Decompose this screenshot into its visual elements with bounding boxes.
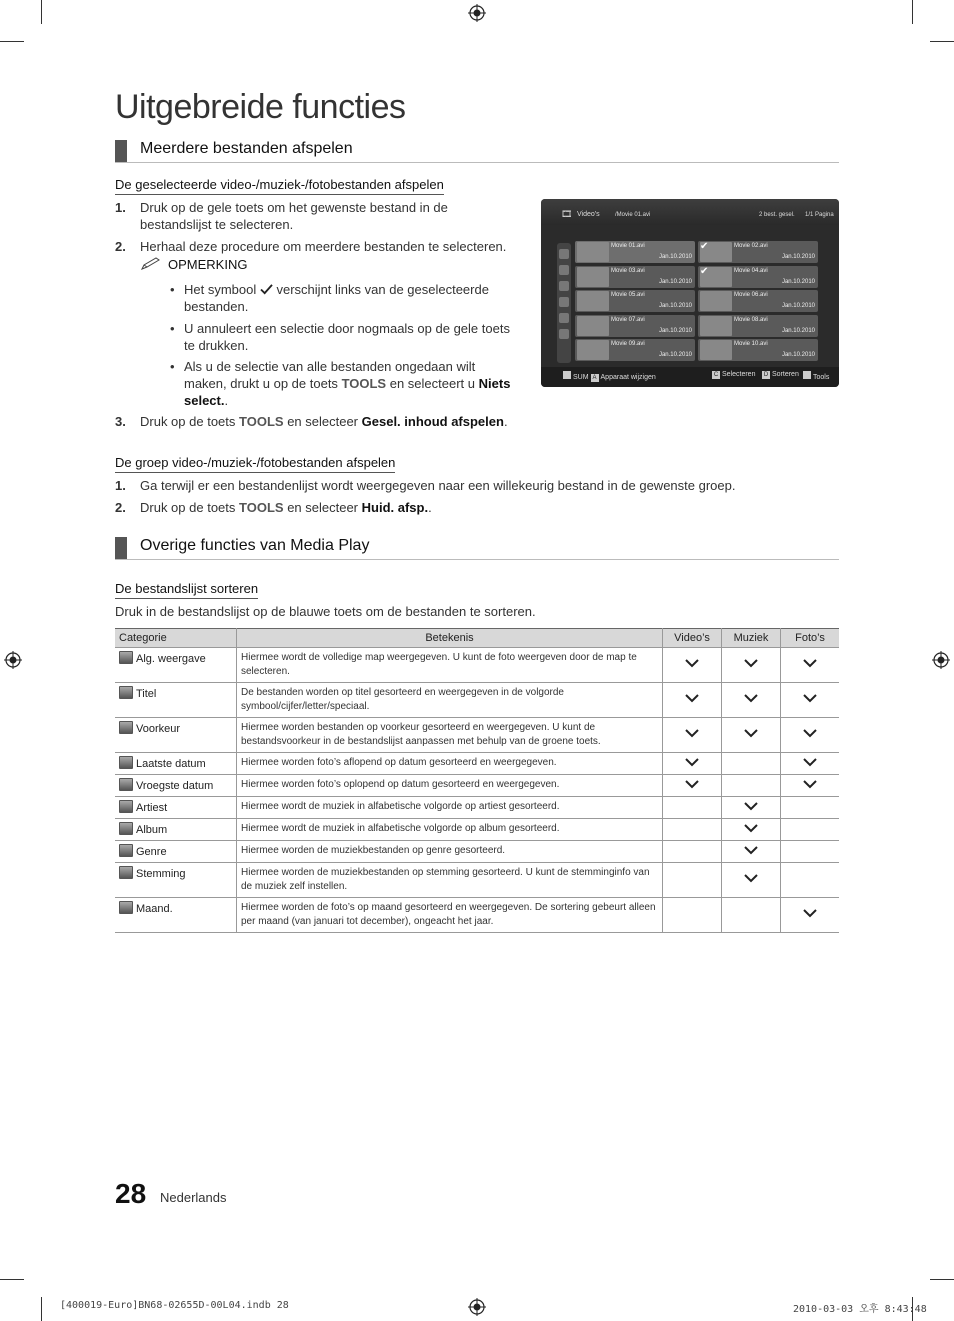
- sort-category-icon: [119, 778, 133, 791]
- category-cell: [115, 718, 237, 753]
- c-button-icon: C: [713, 372, 719, 378]
- crop-mark: [0, 1279, 24, 1280]
- tv-file-item[interactable]: [575, 290, 695, 312]
- tv-footer-device: SUM: [573, 374, 589, 381]
- note-label: OPMERKING: [168, 257, 248, 272]
- a-button-icon: A: [592, 375, 597, 381]
- music-support-cell: [722, 797, 781, 819]
- tv-footer-sort: [762, 371, 799, 379]
- page-number: 28: [115, 1178, 147, 1209]
- category-cell: [115, 819, 237, 841]
- d-button-icon: D: [763, 372, 769, 378]
- print-footer-file: [400019-Euro]BN68-02655D-00L04.indb 28: [60, 1300, 289, 1311]
- step-number: 1.: [115, 478, 126, 493]
- file-date: Jan.10.2010: [781, 352, 815, 358]
- check-chevron-icon: [684, 758, 700, 770]
- description-cell: Hiermee worden de muziekbestanden op genre gesorteerd.: [237, 841, 663, 863]
- category-label: Laatste datum: [136, 758, 206, 770]
- page-language: Nederlands: [160, 1190, 227, 1205]
- music-support-cell: [722, 753, 781, 775]
- sort-category-icon: [119, 721, 133, 734]
- description-cell: Hiermee worden bestanden op voorkeur gesorteerd en weergegeven. U kunt de bestandsvoorkeur in de bestandslijst aanpassen met behulp van de groene toets.: [237, 718, 663, 753]
- file-date: Jan.10.2010: [781, 303, 815, 309]
- intro-text: Druk in de bestandslijst op de blauwe toets om de bestanden te sorteren.: [115, 604, 536, 619]
- tv-file-item[interactable]: [698, 339, 818, 361]
- description-cell: Hiermee worden de foto’s op maand gesorteerd en weergegeven. De sortering gebeurt alleen per maand (van januari tot december), ongeacht het jaar.: [237, 898, 663, 933]
- file-date: Jan.10.2010: [658, 278, 692, 285]
- tv-footer-left: [563, 371, 656, 382]
- check-chevron-icon: [743, 874, 759, 886]
- file-thumbnail: [577, 316, 609, 336]
- music-support-cell: [722, 863, 781, 898]
- file-thumbnail: [577, 340, 609, 360]
- file-name: Movie 03.avi: [611, 267, 645, 274]
- tv-header-title: Video's: [577, 211, 600, 218]
- step-number: 2.: [115, 239, 126, 254]
- sort-category-icon: [119, 866, 133, 879]
- page-title: Uitgebreide functies: [115, 88, 406, 126]
- check-chevron-icon: [684, 780, 700, 792]
- step-text-part: en selecteer: [287, 414, 359, 429]
- category-label: Titel: [136, 688, 157, 700]
- category-label: Artiest: [136, 802, 168, 814]
- file-date: Jan.10.2010: [658, 303, 692, 309]
- column-header: Muziek: [722, 629, 781, 648]
- tv-screenshot: [541, 199, 839, 387]
- bullet-text-part: Als u de selectie van alle bestanden ongedaan wilt maken, drukt u op de toets: [184, 359, 476, 391]
- category-cell: [115, 648, 237, 683]
- table-row: [115, 718, 839, 753]
- sort-category-icon: [119, 756, 133, 769]
- tv-file-item[interactable]: [698, 290, 818, 312]
- pencil-icon: [140, 257, 162, 271]
- music-support-cell: [722, 718, 781, 753]
- usb-icon: [563, 371, 571, 379]
- column-header: Betekenis: [237, 629, 663, 648]
- tv-file-item[interactable]: [575, 266, 695, 288]
- tv-file-item[interactable]: [575, 241, 695, 263]
- photo-support-cell: [781, 753, 840, 775]
- column-header: Video’s: [663, 629, 722, 648]
- video-support-cell: [663, 797, 722, 819]
- description-cell: Hiermee wordt de muziek in alfabetische volgorde op artiest gesorteerd.: [237, 797, 663, 819]
- photo-support-cell: [781, 819, 840, 841]
- tv-footer-tools: [803, 371, 829, 381]
- check-chevron-icon: [802, 729, 818, 741]
- check-chevron-icon: [743, 802, 759, 814]
- keyword-tools: TOOLS: [239, 414, 284, 429]
- video-support-cell: [663, 898, 722, 933]
- music-support-cell: [722, 775, 781, 797]
- category-icon: [559, 265, 569, 275]
- file-thumbnail: [577, 267, 609, 287]
- check-chevron-icon: [684, 694, 700, 706]
- tv-file-item[interactable]: [575, 339, 695, 361]
- subsection-heading: De bestandslijst sorteren: [115, 581, 258, 599]
- file-name: Movie 06.avi: [734, 292, 768, 298]
- video-support-cell: [663, 863, 722, 898]
- bullet-text-part: en selecteert u: [389, 376, 476, 391]
- tv-footer-select: [712, 371, 755, 379]
- note-heading: [140, 257, 247, 272]
- category-icon: [559, 329, 569, 339]
- category-label: Maand.: [136, 903, 173, 915]
- check-chevron-icon: [802, 909, 818, 921]
- step-text: Druk op de gele toets om het gewenste bestand in de bestandslijst te selecteren.: [140, 200, 448, 232]
- table-row: [115, 819, 839, 841]
- tv-footer-sort-label: Sorteren: [772, 371, 799, 378]
- subsection-heading: De geselecteerde video-/muziek-/fotobestanden afspelen: [115, 177, 444, 195]
- table-header-row: [115, 629, 839, 648]
- file-date: Jan.10.2010: [781, 278, 815, 285]
- section-bar: [115, 140, 127, 162]
- bullet-text-part: verschijnt links van de geselecteerde bestanden.: [184, 282, 489, 314]
- bullet-dot: •: [170, 282, 175, 297]
- category-label: Stemming: [136, 868, 186, 880]
- subsection-heading: De groep video-/muziek-/fotobestanden afspelen: [115, 455, 395, 473]
- table-row: [115, 898, 839, 933]
- category-cell: [115, 683, 237, 718]
- file-name: Movie 04.avi: [734, 267, 768, 274]
- table-row: [115, 841, 839, 863]
- bullet-text: U annuleert een selectie door nogmaals op de gele toets te drukken.: [184, 321, 510, 353]
- section-heading: [115, 537, 839, 560]
- checkmark-icon: [260, 284, 273, 295]
- video-support-cell: [663, 683, 722, 718]
- tv-category-sidebar: [557, 243, 571, 363]
- file-date: Jan.10.2010: [781, 254, 815, 260]
- step-number: 1.: [115, 200, 126, 215]
- check-chevron-icon: [684, 659, 700, 671]
- file-name: Movie 02.avi: [734, 243, 768, 249]
- section-heading: [115, 140, 839, 163]
- category-label: Genre: [136, 846, 167, 858]
- table-row: [115, 753, 839, 775]
- file-thumbnail: [700, 291, 732, 311]
- step-text: Ga terwijl er een bestandenlijst wordt weergegeven naar een willekeurig bestand in de gewenste groep.: [140, 478, 736, 493]
- photo-support-cell: [781, 775, 840, 797]
- registration-mark-icon: [468, 1298, 486, 1316]
- music-support-cell: [722, 819, 781, 841]
- tv-header-selected: 2 best. gesel.: [759, 212, 795, 218]
- category-cell: [115, 863, 237, 898]
- description-cell: Hiermee worden de muziekbestanden op stemming gesorteerd. U kunt de stemminginfo van de muziek zelf instellen.: [237, 863, 663, 898]
- category-label: Vroegste datum: [136, 780, 214, 792]
- video-support-cell: [663, 841, 722, 863]
- tv-footer-select-label: Selecteren: [722, 371, 756, 378]
- file-thumbnail: [700, 340, 732, 360]
- category-cell: [115, 797, 237, 819]
- file-name: Movie 07.avi: [611, 316, 645, 323]
- tv-footer: [541, 367, 839, 387]
- step-text: Herhaal deze procedure om meerdere bestanden te selecteren.: [140, 239, 507, 254]
- sort-category-icon: [119, 901, 133, 914]
- film-icon: 🎞: [561, 209, 573, 219]
- check-chevron-icon: [743, 694, 759, 706]
- step-text-part: en selecteer: [287, 500, 359, 515]
- category-icon: [559, 281, 569, 291]
- photo-support-cell: [781, 898, 840, 933]
- bullet-text-part: Het symbool: [184, 282, 257, 297]
- music-support-cell: [722, 898, 781, 933]
- section-heading-text: Overige functies van Media Play: [140, 537, 370, 554]
- description-cell: Hiermee worden foto’s oplopend op datum gesorteerd en weergegeven.: [237, 775, 663, 797]
- sort-category-icon: [119, 651, 133, 664]
- menu-option: Huid. afsp.: [361, 500, 429, 515]
- file-name: Movie 09.avi: [611, 341, 645, 347]
- music-support-cell: [722, 648, 781, 683]
- video-support-cell: [663, 819, 722, 841]
- file-name: Movie 01.avi: [611, 243, 645, 249]
- category-cell: [115, 841, 237, 863]
- registration-mark-icon: [932, 651, 950, 669]
- step-number: 2.: [115, 500, 126, 515]
- file-name: Movie 08.avi: [734, 316, 768, 323]
- category-label: Voorkeur: [136, 723, 181, 735]
- photo-support-cell: [781, 683, 840, 718]
- bullet-text: [184, 281, 514, 315]
- step-text-part: Druk op de toets: [140, 500, 236, 515]
- tv-footer-change: Apparaat wijzigen: [600, 374, 656, 381]
- music-support-cell: [722, 683, 781, 718]
- bullet-text: [184, 358, 514, 409]
- tv-file-item[interactable]: [698, 266, 818, 288]
- description-cell: Hiermee wordt de volledige map weergegeven. U kunt de foto weergeven door de map te selecteren.: [237, 648, 663, 683]
- photo-support-cell: [781, 797, 840, 819]
- video-support-cell: [663, 753, 722, 775]
- file-thumbnail: [700, 316, 732, 336]
- check-chevron-icon: [743, 729, 759, 741]
- file-date: Jan.10.2010: [658, 254, 692, 260]
- check-chevron-icon: [684, 729, 700, 741]
- column-header: Categorie: [115, 629, 237, 648]
- file-date: Jan.10.2010: [658, 352, 692, 358]
- registration-mark-icon: [468, 4, 486, 22]
- description-cell: Hiermee worden foto’s aflopend op datum gesorteerd en weergegeven.: [237, 753, 663, 775]
- tools-icon: [803, 371, 811, 379]
- bullet-dot: •: [170, 321, 175, 336]
- photo-support-cell: [781, 863, 840, 898]
- category-icon: [559, 249, 569, 259]
- category-label: Alg. weergave: [136, 653, 206, 665]
- tv-file-item[interactable]: [698, 241, 818, 263]
- registration-mark-icon: [4, 651, 22, 669]
- category-label: Album: [136, 824, 168, 836]
- table-row: [115, 683, 839, 718]
- tv-file-item[interactable]: [575, 315, 695, 337]
- video-support-cell: [663, 648, 722, 683]
- photo-support-cell: [781, 841, 840, 863]
- table-row: [115, 863, 839, 898]
- sort-category-icon: [119, 822, 133, 835]
- step-text: [140, 413, 508, 430]
- keyword-tools: TOOLS: [239, 500, 284, 515]
- file-date: Jan.10.2010: [781, 327, 815, 334]
- file-name: Movie 10.avi: [734, 341, 768, 347]
- file-name: Movie 05.avi: [611, 292, 645, 298]
- check-chevron-icon: [802, 758, 818, 770]
- sort-category-icon: [119, 800, 133, 813]
- table-row: [115, 648, 839, 683]
- print-footer-date: 2010-03-03 오후 8:43:48: [793, 1304, 927, 1315]
- column-header: Foto’s: [781, 629, 840, 648]
- file-thumbnail: [577, 291, 609, 311]
- tv-header-path: /Movie 01.avi: [615, 212, 651, 218]
- sort-category-icon: [119, 686, 133, 699]
- table-row: [115, 775, 839, 797]
- crop-mark: [912, 0, 913, 24]
- crop-mark: [0, 41, 24, 42]
- section-bar: [115, 537, 127, 559]
- sort-table: [115, 628, 839, 933]
- music-support-cell: [722, 841, 781, 863]
- step-text-part: .: [428, 500, 432, 515]
- check-chevron-icon: [802, 659, 818, 671]
- checkmark-icon: ✔: [700, 241, 709, 252]
- photo-support-cell: [781, 718, 840, 753]
- bullet-dot: •: [170, 359, 175, 374]
- bullet-text-part: .: [224, 393, 229, 408]
- crop-mark: [41, 1297, 42, 1321]
- file-date: Jan.10.2010: [658, 327, 692, 334]
- step-text-part: Druk op de toets: [140, 414, 236, 429]
- crop-mark: [930, 41, 954, 42]
- step-text: [140, 499, 432, 516]
- category-cell: [115, 775, 237, 797]
- menu-option: Niets select.: [184, 376, 511, 408]
- category-cell: [115, 753, 237, 775]
- tv-header-page: 1/1 Pagina: [805, 212, 834, 218]
- video-support-cell: [663, 718, 722, 753]
- video-support-cell: [663, 775, 722, 797]
- keyword-tools: TOOLS: [341, 376, 387, 391]
- description-cell: Hiermee wordt de muziek in alfabetische volgorde op album gesorteerd.: [237, 819, 663, 841]
- check-chevron-icon: [743, 846, 759, 858]
- step-text-part: .: [503, 414, 508, 429]
- tv-file-item[interactable]: [698, 315, 818, 337]
- check-chevron-icon: [743, 824, 759, 836]
- category-cell: [115, 898, 237, 933]
- crop-mark: [930, 1279, 954, 1280]
- check-chevron-icon: [802, 780, 818, 792]
- tv-footer-tools-label: Tools: [813, 374, 830, 381]
- file-thumbnail: [577, 242, 609, 262]
- photo-support-cell: [781, 648, 840, 683]
- step-number: 3.: [115, 414, 126, 429]
- table-row: [115, 797, 839, 819]
- sort-category-icon: [119, 844, 133, 857]
- category-icon: [559, 297, 569, 307]
- crop-mark: [41, 0, 42, 24]
- check-chevron-icon: [743, 659, 759, 671]
- description-cell: De bestanden worden op titel gesorteerd en weergegeven in de volgorde symbool/cijfer/letter/speciaal.: [237, 683, 663, 718]
- check-chevron-icon: [802, 694, 818, 706]
- category-icon: [559, 313, 569, 323]
- menu-option: Gesel. inhoud afspelen: [361, 414, 504, 429]
- checkmark-icon: ✔: [700, 265, 709, 277]
- section-heading-text: Meerdere bestanden afspelen: [140, 140, 353, 157]
